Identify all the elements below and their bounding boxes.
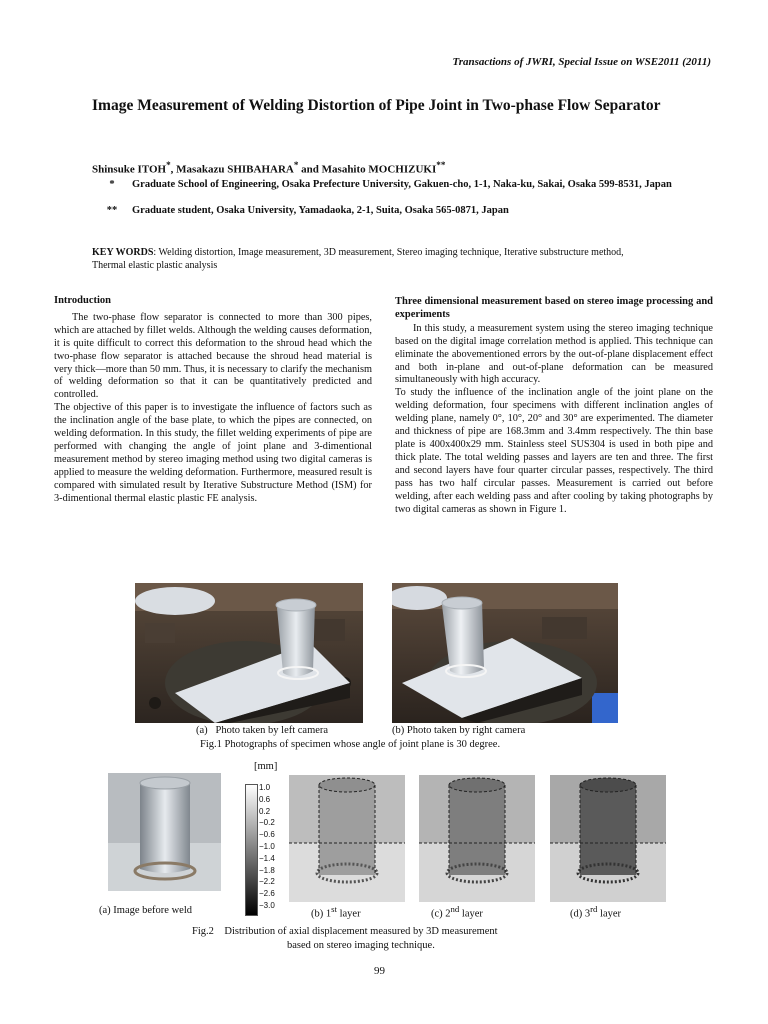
author-3: Masahito MOCHIZUKI bbox=[321, 163, 437, 176]
affiliation-1-text: Graduate School of Engineering, Osaka Prefecture University, Gakuen-cho, 1-1, Naka-ku, Sakai, Osaka 599-8531, Japan bbox=[132, 179, 672, 190]
fig2-caption-c-pre: (c) 2 bbox=[431, 908, 451, 920]
colorbar-label: 0.6 bbox=[259, 794, 271, 804]
method-paragraph-1: In this study, a measurement system using the stereo imaging technique based on the digital image correlation method is applied. This technique can eliminate the abovementioned errors by the out-of-plane displacement effect and both in-plane and out-of-plane deformation can be measured simultaneously with high accuracy. bbox=[395, 322, 713, 386]
affiliation-2-mark: ** bbox=[106, 205, 118, 216]
keywords-label: KEY WORDS bbox=[92, 247, 154, 258]
photo-before-weld bbox=[108, 773, 221, 891]
fig2-caption-c bbox=[431, 904, 483, 920]
author-2-mark: * bbox=[293, 160, 299, 170]
method-paragraph-2: To study the influence of the inclination angle of the joint plane on the welding deformation, four specimens with different inclination angles of welding plane, namely 0°, 10°, 20° and 30° are experimented. The diameter and thickness of pipe are 168.3mm and 3.4mm respectively. The thin base plate is 400x400x29 mm. Stainless steel SUS304 is used in both pipe and thick plate. The total welding passes and layers are ten and three. The first and second layers have four quarter circular passes, respectively. The third pass has two half circular passes. Measurement is carried out before welding, after each welding pass and after cooling by taking photographs by two digital cameras as shown in Figure 1. bbox=[395, 387, 713, 515]
fig2-caption-d-post: layer bbox=[597, 908, 622, 920]
affiliation-1-mark: * bbox=[109, 179, 115, 190]
fig2-caption-b-post: layer bbox=[336, 908, 361, 920]
section-heading-3d-measurement: Three dimensional measurement based on stereo image processing and experiments bbox=[395, 296, 713, 320]
fig1-caption-a: (a) Photo taken by left camera bbox=[196, 725, 329, 736]
intro-paragraph-2: The objective of this paper is to investigate the influence of factors such as the inclination angle of the base plate, to which the pipes are connected, on welding deformation. In this study, the fillet welding experiments of pipe are performed with changing the angle of joint plane and 3-dimentional measurement method by stereo imaging method using two digital cameras is applied to measure the welding deformation. Furthermore, measured result is compared with simulated result by Iterative Substructure Method (ISM) for 3-dimentional thermal elastic plastic FE analysis. bbox=[54, 402, 372, 504]
colorbar-label: −1.4 bbox=[259, 853, 275, 863]
displacement-map-2nd-layer bbox=[419, 775, 535, 902]
colorbar-labels bbox=[259, 782, 275, 912]
fig2-caption-b-pre: (b) 1 bbox=[311, 908, 332, 920]
colorbar-label: −0.2 bbox=[259, 818, 275, 828]
fig1-caption-b: (b) Photo taken by right camera bbox=[392, 725, 526, 736]
displacement-map-1st-layer bbox=[289, 775, 405, 902]
author-3-mark: ** bbox=[436, 160, 446, 170]
section-heading-introduction: Introduction bbox=[54, 295, 111, 306]
affiliation-2 bbox=[92, 204, 692, 217]
page-number: 99 bbox=[374, 965, 385, 977]
colorbar-label: −1.8 bbox=[259, 865, 275, 875]
left-column bbox=[54, 295, 372, 506]
right-column bbox=[395, 296, 713, 516]
journal-header: Transactions of JWRI, Special Issue on WSE2011 (2011) bbox=[452, 56, 711, 68]
fig1-caption: Fig.1 Photographs of specimen whose angle of joint plane is 30 degree. bbox=[200, 739, 501, 750]
keywords bbox=[92, 246, 652, 272]
author-2: Masakazu SHIBAHARA bbox=[176, 163, 294, 176]
fig2-caption-a: (a) Image before weld bbox=[99, 905, 192, 916]
colorbar-unit: [mm] bbox=[254, 761, 278, 772]
author-list bbox=[92, 160, 445, 176]
affiliation-1 bbox=[92, 178, 692, 191]
keywords-text: : Welding distortion, Image measurement, 3D measurement, Stereo imaging technique, Iterative substructure method, Thermal elastic plastic analysis bbox=[92, 247, 624, 271]
author-1: Shinsuke ITOH bbox=[92, 163, 167, 176]
author-1-mark: * bbox=[166, 160, 171, 170]
photo-left-camera bbox=[135, 583, 363, 723]
author-sep-1: , bbox=[170, 163, 177, 176]
intro-paragraph-1: The two-phase flow separator is connected to more than 300 pipes, which are attached by fillet welds. Although the welding causes deformation, it is quite difficult to correct this deformation to the shroud head which the two-phase flow separator is attached because the shroud head material is very thick—more than 50 mm. Thus, it is necessary to clarify the mechanism of welding deformation so that it can be quantitatively predicted and controlled. bbox=[54, 311, 372, 401]
fig2-caption-line-2: based on stereo imaging technique. bbox=[287, 940, 435, 951]
fig2-caption-d-pre: (d) 3 bbox=[570, 908, 591, 920]
colorbar-label: −3.0 bbox=[259, 900, 275, 910]
fig2-caption-d-sup: rd bbox=[590, 904, 598, 914]
colorbar-label: −2.6 bbox=[259, 889, 275, 899]
fig2-caption-line-1: Fig.2 Distribution of axial displacement measured by 3D measurement bbox=[192, 926, 498, 937]
fig2-caption-c-sup: nd bbox=[450, 904, 460, 914]
fig2-caption-d bbox=[570, 904, 621, 920]
author-sep-2: and bbox=[298, 163, 322, 176]
colorbar-label: 0.2 bbox=[259, 806, 271, 816]
fig2-caption-b-sup: st bbox=[331, 904, 337, 914]
fig2-caption-c-post: layer bbox=[459, 908, 483, 920]
paper-title: Image Measurement of Welding Distortion of Pipe Joint in Two-phase Flow Separator bbox=[92, 97, 661, 114]
colorbar bbox=[245, 784, 258, 916]
colorbar-label: −1.0 bbox=[259, 841, 275, 851]
photo-right-camera bbox=[392, 583, 618, 723]
fig2-caption-b bbox=[311, 904, 361, 920]
colorbar-label: −2.2 bbox=[259, 877, 275, 887]
colorbar-label: −0.6 bbox=[259, 830, 275, 840]
colorbar-label: 1.0 bbox=[259, 783, 271, 792]
affiliation-2-text: Graduate student, Osaka University, Yamadaoka, 2-1, Suita, Osaka 565-0871, Japan bbox=[132, 205, 509, 216]
displacement-map-3rd-layer bbox=[550, 775, 666, 902]
